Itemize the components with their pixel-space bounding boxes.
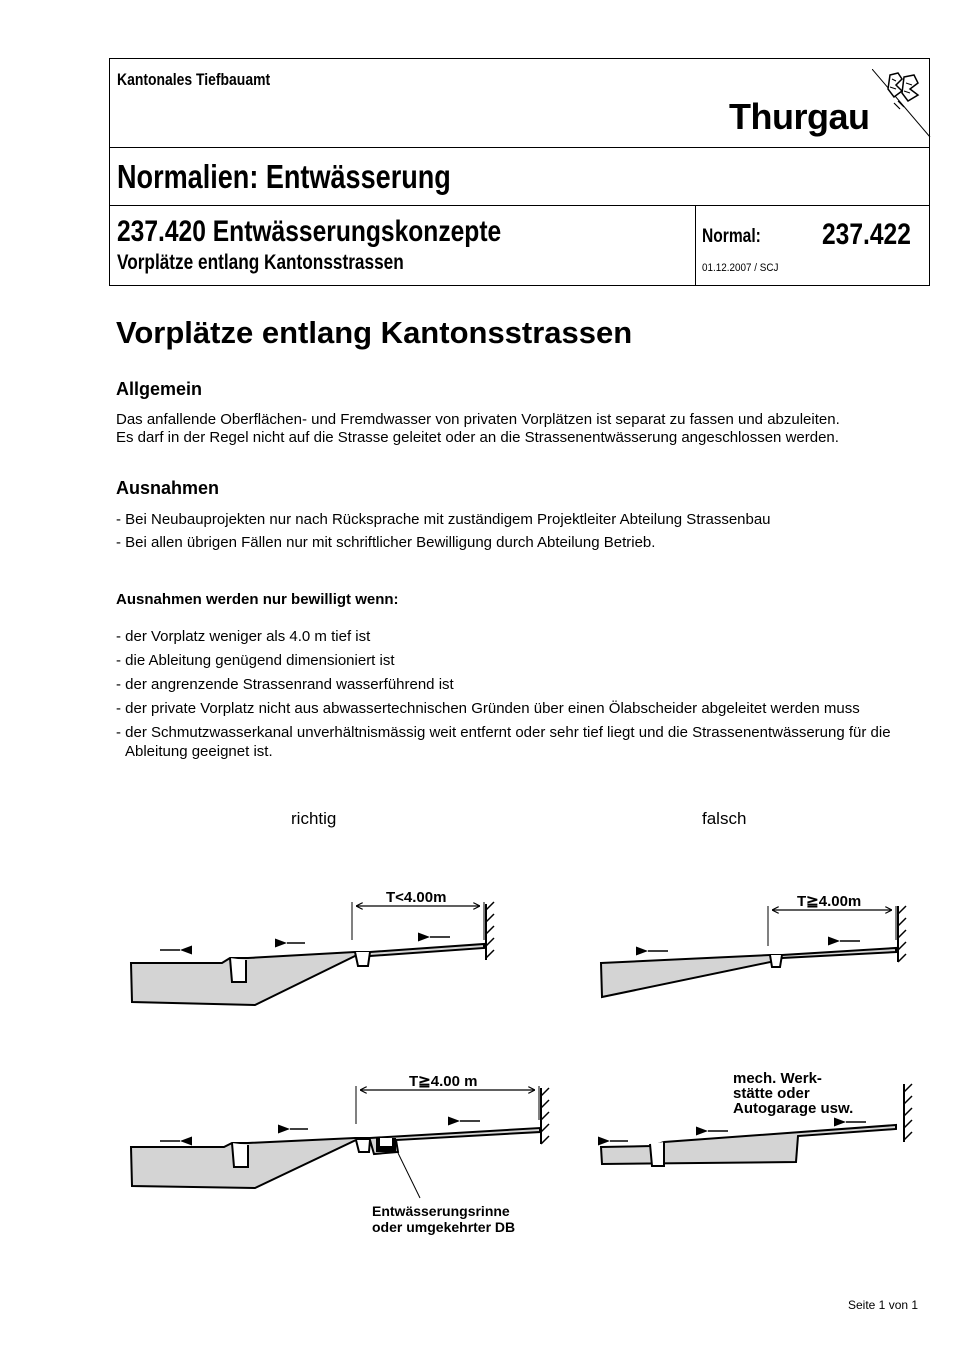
list-item: - Bei allen übrigen Fällen nur mit schriftlicher Bewilligung durch Abteilung Betrieb.	[116, 534, 656, 551]
page-number: Seite 1 von 1	[848, 1298, 919, 1312]
page-title: Vorplätze entlang Kantonsstrassen	[116, 315, 633, 350]
diagram-wrong-short	[601, 906, 906, 997]
dimension-label: T≧4.00m	[797, 893, 862, 910]
note-line: stätte oder	[733, 1085, 810, 1102]
general-line: Es darf in der Regel nicht auf die Strasse geleitet oder an die Strassenentwässerung angeschlossen werden.	[116, 428, 839, 446]
list-item: - die Ableitung genügend dimensioniert ist	[116, 652, 395, 669]
caption-line: Entwässerungsrinne	[372, 1203, 510, 1219]
section-heading-exceptions: Ausnahmen	[116, 478, 220, 498]
conditions-heading: Ausnahmen werden nur bewilligt wenn:	[116, 591, 399, 608]
diagram-correct-short	[131, 902, 494, 1005]
section-heading-general: Allgemein	[116, 379, 203, 399]
list-item: - der private Vorplatz nicht aus abwassertechnischen Gründen über einen Ölabscheider abgeleitet werden muss	[116, 700, 860, 717]
header-divider	[695, 206, 696, 285]
general-paragraph	[116, 411, 926, 446]
label-wrong: falsch	[702, 809, 747, 828]
normal-label: Normal:	[702, 226, 761, 247]
header-row-series	[110, 148, 929, 206]
list-item: - der Schmutzwasserkanal unverhältnismässig weit entfernt oder sehr tief liegt und die Strassenentwässerung für die Ableitung geeignet ist.	[116, 724, 891, 760]
office-name: Kantonales Tiefbauamt	[117, 70, 271, 89]
note-line: Autogarage usw.	[733, 1100, 854, 1117]
canton-lions-logo-icon	[872, 69, 932, 139]
document-subtitle: Vorplätze entlang Kantonsstrassen	[117, 251, 404, 274]
dimension-label: T≧4.00 m	[409, 1073, 478, 1090]
revision-date: 01.12.2007 / SCJ	[702, 262, 779, 274]
dimension-label: T<4.00m	[386, 889, 447, 906]
exceptions-list	[116, 510, 926, 552]
brand-wordmark: Thurgau	[729, 96, 870, 137]
note-line: mech. Werk-	[733, 1070, 822, 1087]
list-item: - der angrenzende Strassenrand wasserführend ist	[116, 676, 454, 693]
list-item: - Bei Neubauprojekten nur nach Rücksprache mit zuständigem Projektleiter Abteilung Strassenbau	[116, 511, 771, 528]
normal-number: 237.422	[822, 218, 911, 251]
label-correct: richtig	[291, 809, 337, 828]
general-line: Das anfallende Oberflächen- und Fremdwasser von privaten Vorplätzen ist separat zu fassen und abzuleiten.	[116, 411, 840, 428]
diagram-wrong-workshop	[601, 1084, 912, 1166]
series-title: Normalien: Entwässerung	[117, 158, 451, 195]
list-item: - der Vorplatz weniger als 4.0 m tief ist	[116, 628, 371, 645]
header-box	[109, 58, 930, 286]
diagram-correct-long	[131, 1086, 549, 1198]
document-title: 237.420 Entwässerungskonzepte	[117, 215, 502, 248]
header-row-office	[110, 59, 929, 148]
conditions-list	[116, 627, 926, 761]
caption-line: oder umgekehrter DB	[372, 1219, 516, 1235]
header-row-document	[110, 206, 929, 285]
